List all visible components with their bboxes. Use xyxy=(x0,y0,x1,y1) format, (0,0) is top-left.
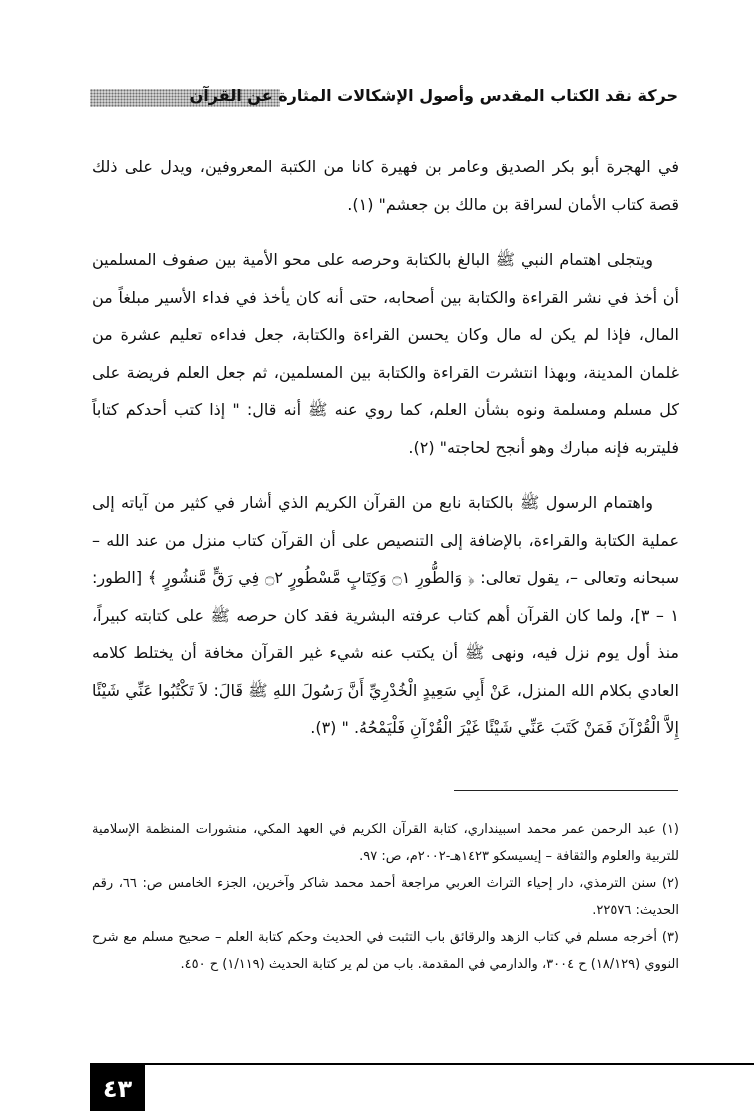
footnote-1: (١) عبد الرحمن عمر محمد اسبينداري، كتابة القرآن الكريم في العهد المكي، منشورات المنظمة الإسلامية للتربية والعلوم والثقافة – إيسيسكو ١٤٢٣هـ-٢٠٠٢م، ص: ٩٧. xyxy=(92,822,679,864)
footnotes xyxy=(92,816,679,978)
paragraph-2: ويتجلى اهتمام النبي ﷺ البالغ بالكتابة وحرصه على محو الأمية بين صفوف المسلمين أن أخذ في نشر القراءة والكتابة بين أصحابه، حتى أنه كان يأخذ في فداء الأسير مبلغاً من المال، فإذا لم يكن له مال وكان يحسن القراءة والكتابة، جعل فداءه تعليم عشرة من غلمان المدينة، وبهذا انتشرت القراءة والكتابة بين المسلمين، ثم جعل العلم فريضة على كل مسلم ومسلمة ونوه بشأن العلم، كما روي عنه ﷺ أنه قال: " إذا كتب أحدكم كتاباً فليتربه فإنه مبارك وهو أنجح لحاجته" (٢). xyxy=(92,250,679,457)
paragraph-1: في الهجرة أبو بكر الصديق وعامر بن فهيرة كانا من الكتبة المعروفين، ويدل على ذلك قصة كتاب الأمان لسراقة بن مالك بن جعشم" (١). xyxy=(92,157,679,214)
page-number-box xyxy=(90,1065,145,1111)
header-title: حركة نقد الكتاب المقدس وأصول الإشكالات المثارة عن القرآن xyxy=(189,86,678,105)
paragraph-3: واهتمام الرسول ﷺ بالكتابة نابع من القرآن الكريم الذي أشار في كثير من آياته إلى عملية الكتابة والقراءة، بالإضافة إلى التنصيص على أن القرآن كتاب منزل من عند الله – سبحانه وتعالى –، يقول تعالى: ﴿ وَالطُّورِ ۝١ وَكِتَابٍ مَّسْطُورٍ ۝٢ فِي رَقٍّ مَّنشُورٍ ﴾ [الطور: ١ – ٣]، ولما كان القرآن أهم كتاب عرفته البشرية فقد كان حرصه ﷺ على كتابته كبيراً، منذ أول يوم نزل فيه، ونهى ﷺ أن يكتب عنه شيء غير القرآن مخافة أن يختلط كلامه العادي بكلام الله المنزل، عَنْ أَبِي سَعِيدٍ الْخُدْرِيِّ أَنَّ رَسُولَ اللهِ ﷺ قَالَ: لاَ تَكْتُبُوا عَنِّي شَيْئًا إِلاَّ الْقُرْآنَ فَمَنْ كَتَبَ عَنِّي شَيْئًا غَيْرَ الْقُرْآنِ فَلْيَمْحُهُ. " (٣). xyxy=(92,493,680,737)
running-header xyxy=(90,84,678,114)
page-number: ٤٣ xyxy=(102,1075,133,1103)
footnote-3: (٣) أخرجه مسلم في كتاب الزهد والرقائق باب التثبت في الحديث وحكم كتابة العلم – صحيح مسلم مع شرح النووي (١٨/١٢٩) ح ٣٠٠٤، والدارمي في المقدمة. باب من لم ير كتابة الحديث (١/١١٩) ح ٤٥٠. xyxy=(92,930,679,972)
footnote-divider xyxy=(454,790,678,791)
footer-rule xyxy=(90,1063,754,1065)
body-text xyxy=(92,148,679,747)
footnote-2: (٢) سنن الترمذي، دار إحياء التراث العربي مراجعة أحمد محمد شاكر وآخرين، الجزء الخامس ص: ٦٦، رقم الحديث: ٢٢٥٧٦. xyxy=(92,876,679,918)
